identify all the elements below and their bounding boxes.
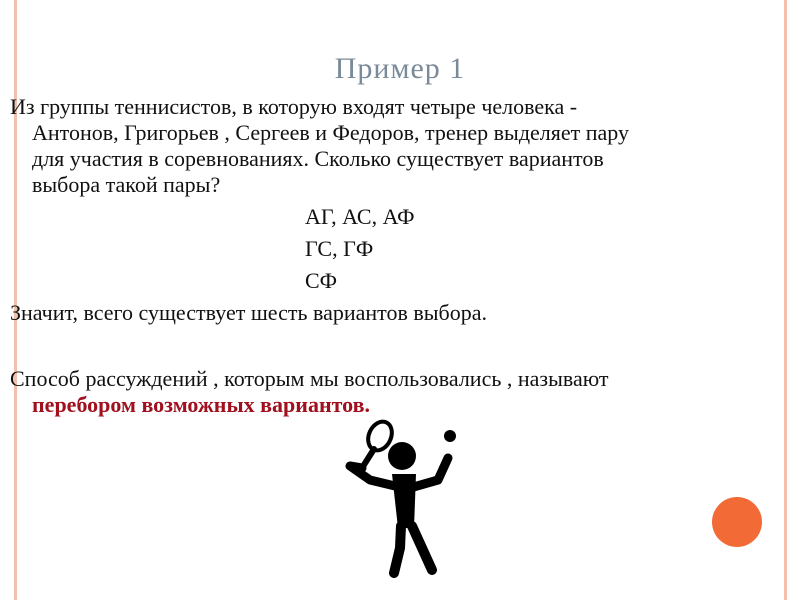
tennis-player-icon <box>340 418 470 578</box>
orange-circle-icon <box>712 497 762 547</box>
right-border-line <box>784 0 787 600</box>
pairs-line-3: СФ <box>305 268 338 293</box>
problem-line-2: Антонов, Григорьев , Сергеев и Федоров, тренер выделяет пару <box>32 120 630 145</box>
problem-line-1: Из группы теннисистов, в которую входят четыре человека - <box>10 94 578 119</box>
conclusion-text: Значит, всего существует шесть вариантов выбора. <box>10 300 488 325</box>
method-line-1: Способ рассуждений , которым мы воспользовались , называют <box>10 366 609 391</box>
pairs-line-2: ГС, ГФ <box>305 236 374 261</box>
slide-title: Пример 1 <box>334 52 466 85</box>
method-line-2 <box>10 392 768 418</box>
problem-text <box>10 94 768 198</box>
method-highlight: перебором возможных вариантов. <box>32 392 370 417</box>
pairs-line-1: АГ, АС, АФ <box>305 204 415 229</box>
method-text <box>10 366 768 418</box>
problem-line-3: для участия в соревнованиях. Сколько существует вариантов <box>32 146 604 171</box>
problem-line-4: выбора такой пары? <box>32 172 221 197</box>
